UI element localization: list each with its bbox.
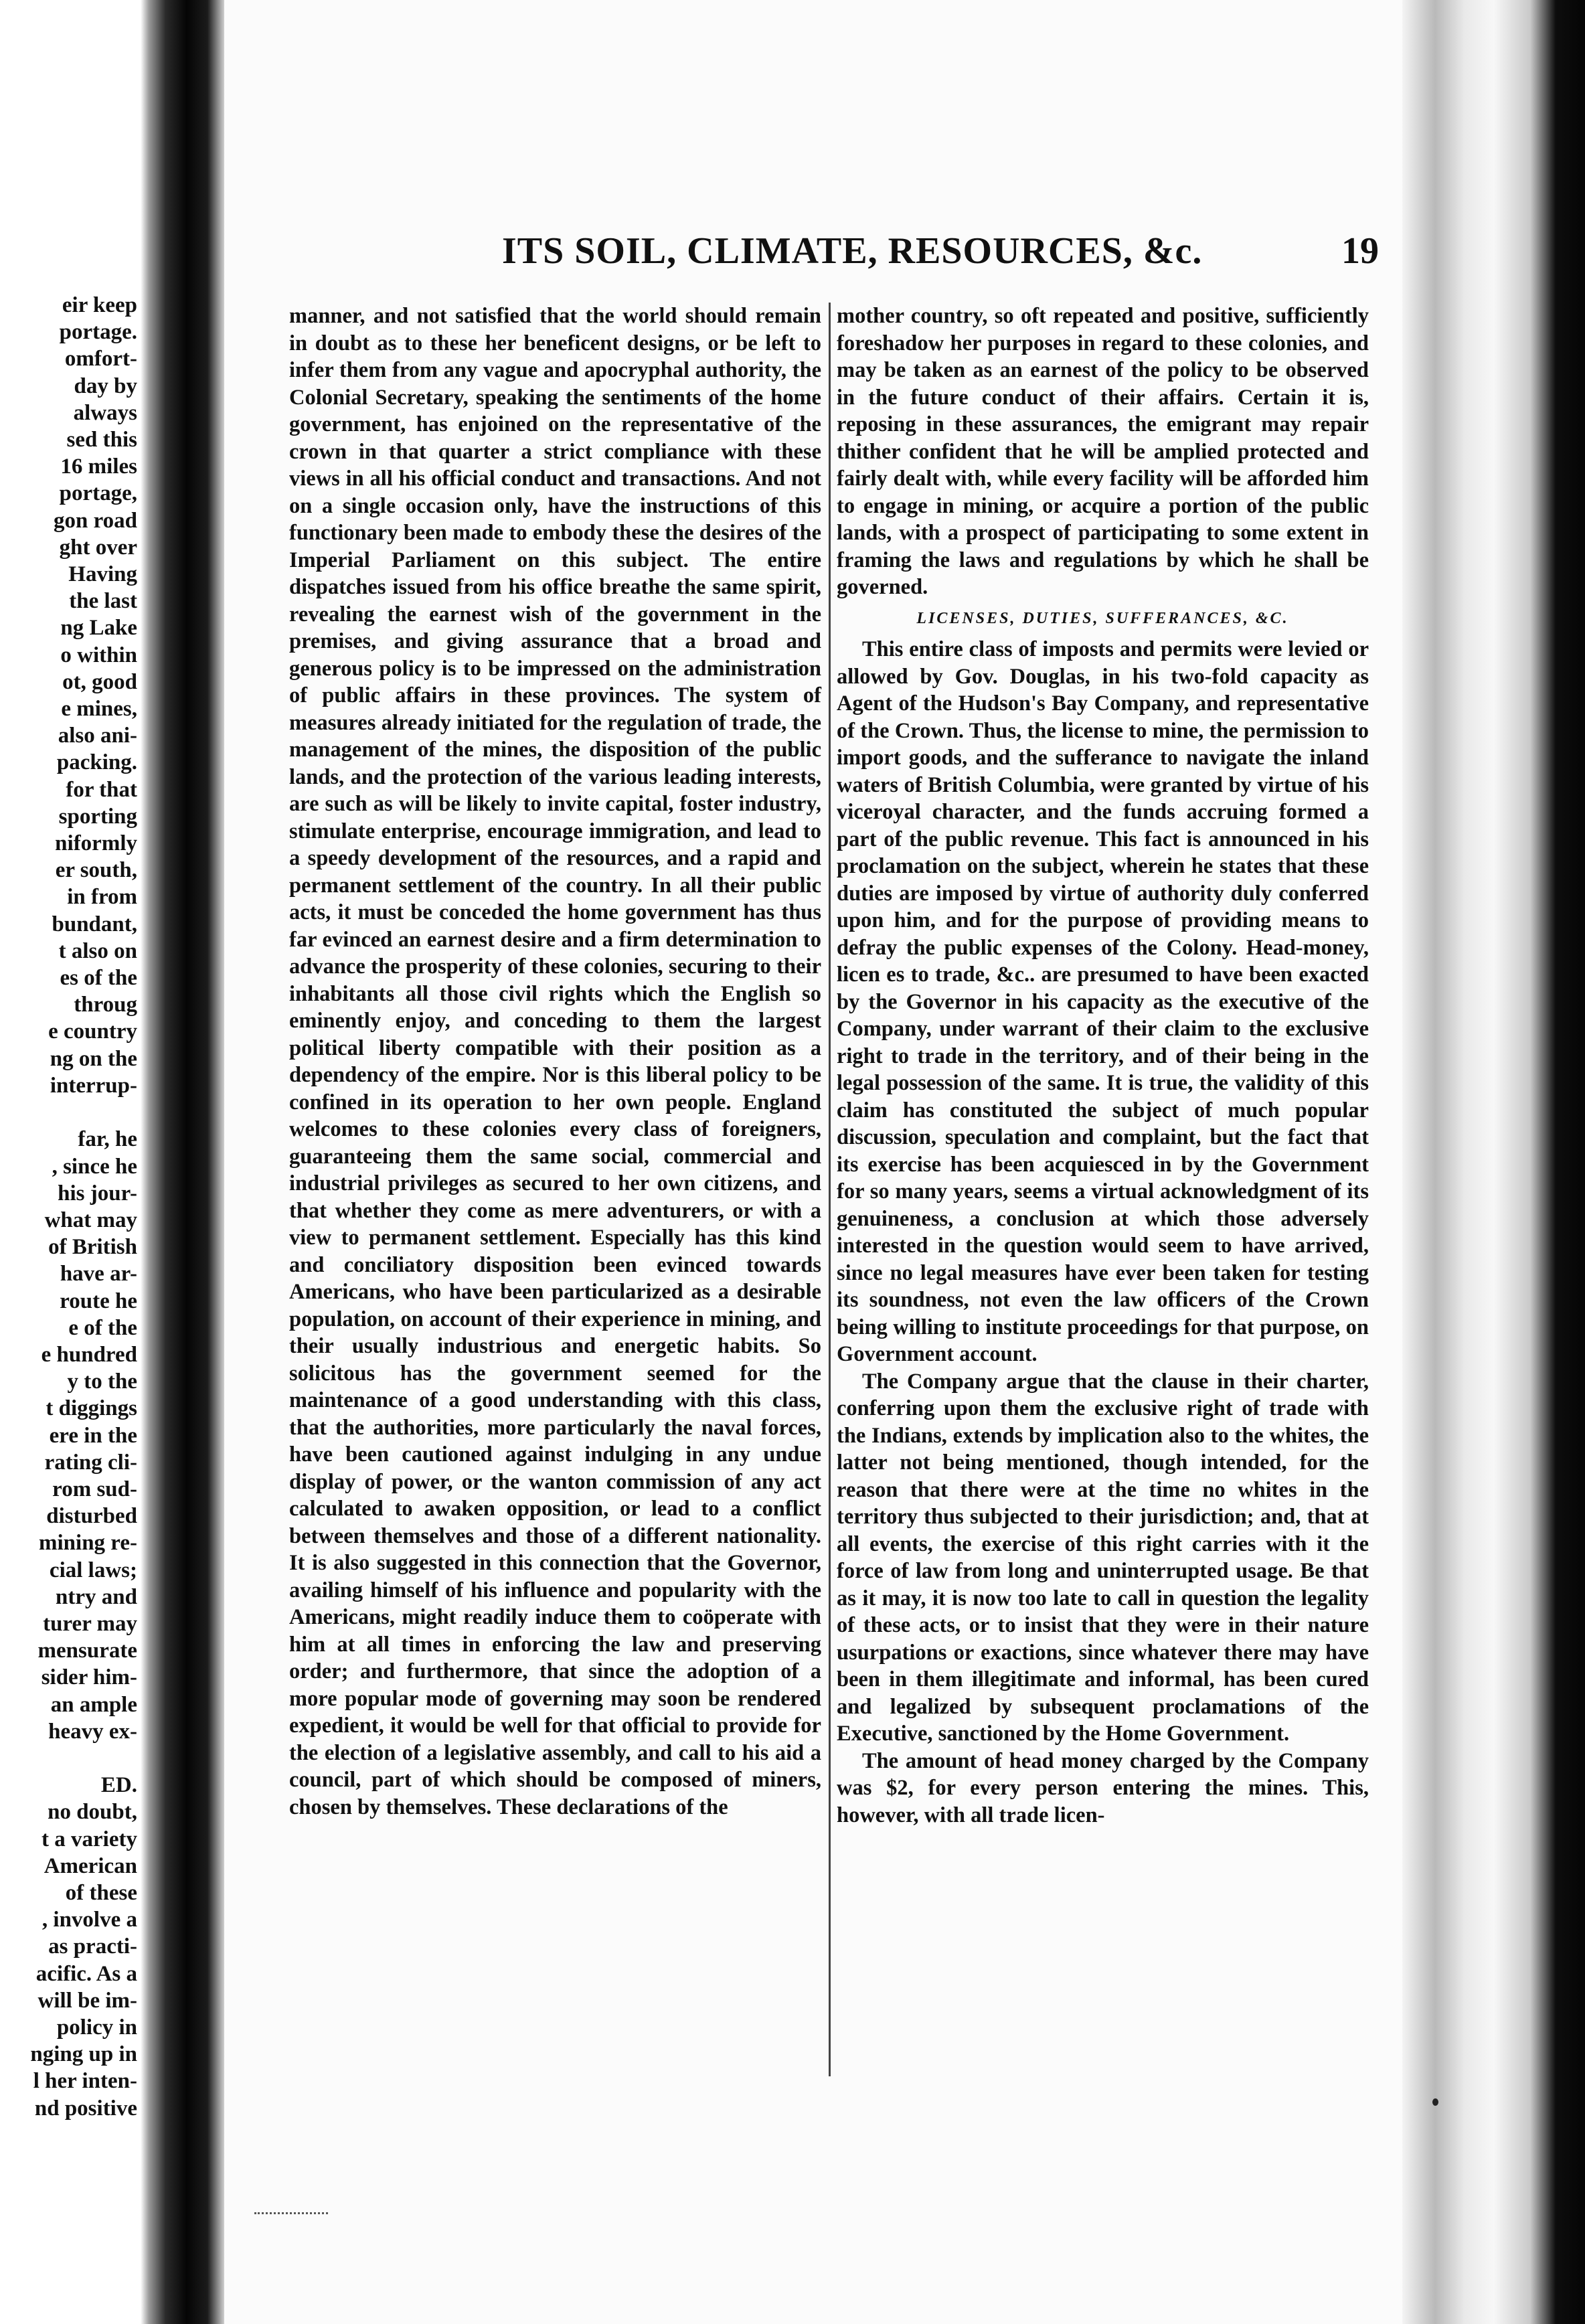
fragment-line: ght over: [59, 535, 137, 560]
paragraph: The amount of head money charged by the Company was $2, for every person entering the mines. This, however, with all trade licen-: [837, 1748, 1369, 1827]
fragment-line: y to the: [67, 1370, 137, 1394]
fragment-line: ot, good: [62, 669, 137, 694]
fragment-line: ng Lake: [60, 616, 137, 641]
fragment-line: mensurate: [37, 1639, 137, 1663]
fragment-line: rom sud-: [52, 1477, 137, 1501]
fragment-line: sed this: [66, 428, 137, 452]
fragment-line: nging up in: [30, 2042, 137, 2067]
fragment-line: niformly: [55, 831, 137, 856]
fragment-line: always: [73, 400, 137, 425]
column-rule: [829, 303, 831, 2076]
fragment-line: , since he: [52, 1154, 137, 1179]
fragment-line: e of the: [68, 1315, 137, 1340]
fragment-line: [0, 1099, 137, 1126]
running-title: ITS SOIL, CLIMATE, RESOURCES, &c.: [502, 230, 1203, 272]
fragment-line: ng on the: [50, 1046, 137, 1071]
fragment-line: e mines,: [61, 697, 137, 722]
fragment-line: what may: [44, 1208, 137, 1232]
fragment-line: for that: [66, 777, 137, 802]
fragment-line: 16 miles: [60, 454, 137, 479]
fragment-line: sider him-: [41, 1665, 137, 1690]
fragment-line: policy in: [56, 2015, 137, 2040]
fragment-line: o within: [60, 643, 137, 667]
ink-spot: [1432, 2098, 1438, 2106]
fragment-line: day by: [74, 374, 137, 398]
fragment-line: the last: [69, 589, 137, 614]
fragment-line: cial laws;: [49, 1558, 137, 1582]
fragment-line: will be im-: [37, 1988, 137, 2013]
fragment-line: disturbed: [46, 1504, 137, 1529]
fragment-line: rating cli-: [44, 1450, 137, 1475]
left-column: [289, 303, 821, 1821]
page-number: 19: [1341, 230, 1379, 272]
fragment-line: t also on: [58, 938, 137, 963]
page-edge: [1402, 0, 1585, 2324]
fragment-line: route he: [60, 1289, 137, 1313]
fragment-line: packing.: [56, 750, 137, 775]
fragment-line: t diggings: [46, 1396, 137, 1421]
fragment-line: in from: [67, 885, 137, 910]
fragment-line: mining re-: [39, 1531, 137, 1556]
binding-gutter: [141, 0, 224, 2324]
fragment-line: sporting: [58, 804, 137, 829]
fragment-line: American: [44, 1853, 137, 1878]
fragment-line: an ample: [50, 1692, 137, 1717]
paragraph: mother country, so oft repeated and positive, sufficiently foreshadow her purposes in regard to these colonies, and may be taken as an earnest of the policy to be observed in the future conduct of their affairs. Certain it is, reposing in these assurances, the emigrant may repair thither confident that he will be amplied protected and fairly dealt with, while every facility will be afforded him to engage in mining, or acquire a portion of the public lands, with a prospect of participating to some extent in framing the laws and regulations by which he shall be governed.: [837, 304, 1369, 599]
fragment-line: nd positive: [34, 2096, 137, 2121]
fragment-line: interrup-: [50, 1073, 137, 1098]
fragment-line: of these: [65, 1880, 137, 1905]
fragment-line: acific. As a: [35, 1961, 137, 1986]
paragraph: manner, and not satisfied that the world should remain in doubt as to these her beneficent designs, or be left to infer them from any vague and apocryphal authority, the Colonial Secretary, speaking the sentiments of the home government, has enjoined on the representative of the crown in that quarter a strict compliance with these views in all his official conduct and transactions. And not on a single occasion only, have the instructions of this functionary been made to embody these the desires of the Imperial Parliament on this subject. The entire dispatches issued from his office breathe the same spirit, revealing the earnest wish of the government in the premises, and giving assurance that a broad and generous policy is to be impressed on the administration of public affairs in these provinces. The system of measures already initiated for the regulation of trade, the management of the mines, the disposition of the public lands, and the protection of the various leading interests, are such as will be likely to invite capital, foster industry, stimulate enterprise, encourage immigration, and lead to a speedy development of the resources, and a rapid and permanent settlement of the country. In all their public acts, it must be conceded the home government has thus far evinced an earnest desire and a firm determination to advance the prosperity of these colonies, securing to their inhabitants all those civil rights which the English so eminently enjoy, and conceding to them the largest political liberty compatible with their position as a dependency of the empire. Nor is this liberal policy to be confined in its operation to her own people. England welcomes to these colonies every class of foreigners, guaranteeing them the same social, commercial and industrial privileges as secured to her own citizens, and that whether they come as mere adventurers, or with a view to permanent settlement. Especially has this kind and conciliatory disposition been evinced towards Americans, who have been particularized as a desirable population, on account of their experience in mining, and their usually industrious and energetic habits. So solicitous has the government seemed for the maintenance of a good understanding with this class, that the authorities, more particularly the naval forces, have been cautioned against indulging in any undue display of power, or the wanton commission of any act calculated to awaken opposition, or lead to a conflict between themselves and those of a different nationality. It is also suggested in this connection that the Governor, availing himself of his influence and popularity with the Americans, might readily induce them to coöperate with him at all times in enforcing the law and preserving order; and furthermore, that since the adoption of a more popular mode of governing may soon be rendered expedient, it would be well for that official to provide for the election of a legislative assembly, and call to his aid a council, part of which should be composed of miners, chosen by themselves. These declarations of the: [289, 304, 821, 1819]
paragraph: The Company argue that the clause in their charter, conferring upon them the exclusive right of trade with the Indians, extends by implication also to the whites, the latter not being mentioned, though intended, for the reason that there were at the time no whites in the territory thus subjected to their jurisdiction; and, that at all events, the exercise of this right carries with it the force of law from long and uninterrupted usage. Be that as it may, it is now too late to call in question the legality of these acts, or to insist that they were in their nature usurpations or exactions, since whatever there may have been in them illegitimate and informal, has been cured and legalized by subsequent proclamations of the Executive, sanctioned by the Home Government.: [837, 1369, 1369, 1746]
ink-mark: [254, 2212, 328, 2217]
fragment-line: of British: [48, 1235, 137, 1260]
fragment-line: ere in the: [49, 1423, 137, 1448]
fragment-line: ED.: [100, 1773, 137, 1798]
fragment-line: l her inten-: [33, 2069, 137, 2094]
fragment-line: as practi-: [48, 1934, 137, 1959]
fragment-line: [0, 1745, 137, 1772]
fragment-line: turer may: [43, 1611, 137, 1636]
fragment-line: throug: [74, 993, 137, 1017]
fragment-line: no doubt,: [48, 1800, 137, 1825]
fragment-line: ntry and: [56, 1584, 137, 1609]
fragment-line: heavy ex-: [48, 1719, 137, 1744]
section-heading: LICENSES, DUTIES, SUFFERANCES, &C.: [916, 609, 1289, 627]
fragment-line: eir keep: [62, 293, 137, 317]
paragraph: This entire class of imposts and permits were levied or allowed by Gov. Douglas, in his two-fold capacity as Agent of the Hudson's Bay Company, and representative of the Crown. Thus, the license to mine, the permission to import goods, and the sufferance to navigate the inland waters of British Columbia, were granted by virtue of his viceroyal character, and the funds accruing formed a part of the public revenue. This fact is announced in his proclamation on the subject, wherein he states that these duties are imposed by virtue of authority duly conferred upon him, and for the purpose of providing means to defray the public expenses of the Colony. Head-money, licen es to trade, &c.. are presumed to have been exacted by the Governor in his capacity as the executive of the Company, under warrant of their claim to the exclusive right to trade in the territory, and of their being in the legal possession of the same. It is true, the validity of this claim has constituted the subject of much popular discussion, speculation and complaint, but the fact that its exercise has been acquiesced in by the Government for so many years, seems a virtual acknowledgment of its genuineness, a conclusion at which those adversely interested in the question would seem to have arrived, since no legal measures have ever been taken for testing its soundness, not even the law officers of the Crown being willing to institute proceedings for that purpose, on Government account.: [837, 637, 1369, 1366]
fragment-line: es of the: [60, 966, 137, 991]
fragment-line: far, he: [78, 1127, 137, 1152]
fragment-line: t a variety: [41, 1827, 137, 1851]
fragment-line: e country: [48, 1019, 137, 1044]
fragment-line: have ar-: [60, 1262, 137, 1286]
fragment-line: also ani-: [58, 724, 137, 748]
fragment-line: gon road: [53, 508, 137, 533]
fragment-line: portage,: [59, 481, 137, 506]
fragment-line: e hundred: [41, 1342, 137, 1367]
fragment-line: portage.: [59, 320, 137, 345]
fragment-line: his jour-: [58, 1181, 137, 1206]
right-column: [837, 303, 1369, 1829]
fragment-line: Having: [68, 562, 137, 587]
fragment-line: omfort-: [64, 347, 137, 371]
fragment-line: bundant,: [52, 912, 137, 936]
fragment-line: er south,: [55, 858, 137, 883]
facing-page-fragment: [0, 292, 137, 2122]
running-head: [502, 230, 1379, 276]
fragment-line: , involve a: [41, 1908, 137, 1932]
